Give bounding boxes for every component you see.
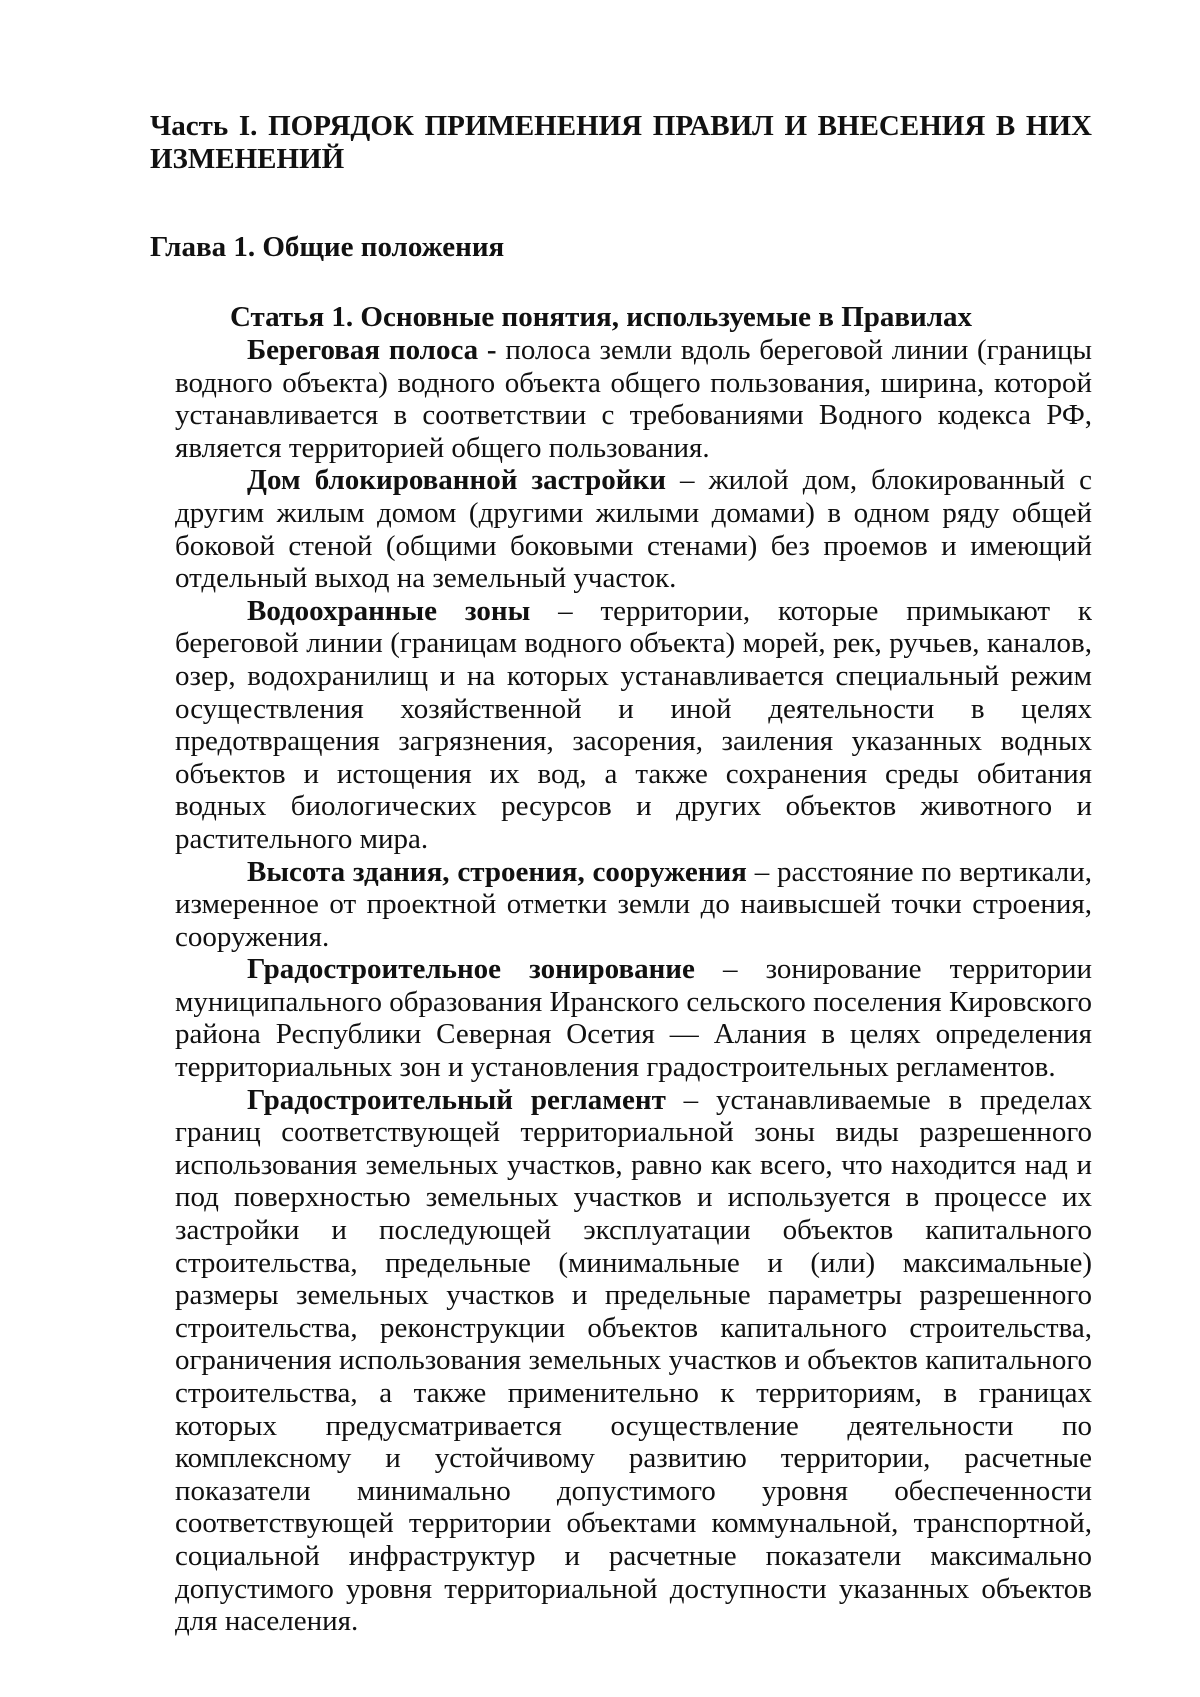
definition-paragraph xyxy=(175,595,1092,856)
definition-term: Высота здания, строения, сооружения xyxy=(247,855,747,888)
definition-text: полоса земли вдоль береговой линии (границы водного объекта) водного объекта общего пользования, ширина, которой устанавливается в соответствии с требованиями Водного кодекса РФ, является территорией общего пользования. xyxy=(175,334,1092,464)
definition-text: – зонирование территории муниципального образования Иранского сельского поселения Кировского района Республики Северная Осетия — Алания в целях определения территориальных зон и установления градостроительных регламентов. xyxy=(175,953,1092,1084)
definition-term: Дом блокированной застройки xyxy=(247,464,666,497)
definition-paragraph xyxy=(175,953,1092,1083)
article-title: Статья 1. Основные понятия, используемые в Правилах xyxy=(230,301,973,333)
definition-term: Береговая полоса - xyxy=(247,334,497,366)
definition-paragraph xyxy=(175,856,1092,954)
chapter-title: Глава 1. Общие положения xyxy=(150,231,505,263)
definitions-list xyxy=(175,334,1092,1638)
definition-text: – жилой дом, блокированный с другим жилым домом (другими жилыми домами) в одном ряду общей боковой стеной (общими боковыми стенами) без проемов и имеющий отдельный выход на земельный участок. xyxy=(175,464,1092,595)
definition-paragraph xyxy=(175,1084,1092,1638)
definition-term: Градостроительное зонирование xyxy=(247,953,695,986)
definition-paragraph xyxy=(175,334,1092,464)
definition-text: – устанавливаемые в пределах границ соответствующей территориальной зоны виды разрешенного использования земельных участков, равно как всего, что находится над и под поверхностью земельных участков и используется в процессе их застройки и последующей эксплуатации объектов капитального строительства, предельные (минимальные и (или) максимальные) размеры земельных участков и предельные параметры разрешенного строительства, реконструкции объектов капитального строительства, ограничения использования земельных участков и объектов капитального строительства, а также применительно к территориям, в границах которых предусматривается осуществление деятельности по комплексному и устойчивому развитию территории, расчетные показатели минимально допустимого уровня обеспеченности соответствующей территории объектами коммунальной, транспортной, социальной инфраструктур и расчетные показатели максимально допустимого уровня территориальной доступности указанных объектов для населения. xyxy=(175,1083,1092,1638)
definition-text: – расстояние по вертикали, измеренное от проектной отметки земли до наивысшей точки строения, сооружения. xyxy=(175,855,1092,953)
part-title: Часть I. ПОРЯДОК ПРИМЕНЕНИЯ ПРАВИЛ И ВНЕСЕНИЯ В НИХ ИЗМЕНЕНИЙ xyxy=(150,110,1092,175)
definition-term: Водоохранные зоны xyxy=(247,594,531,627)
definition-text: – территории, которые примыкают к береговой линии (границам водного объекта) морей, рек, ручьев, каналов, озер, водохранилищ и на которых устанавливается специальный режим осуществления хозяйственной и иной деятельности в целях предотвращения загрязнения, засорения, заиления указанных водных объектов и истощения их вод, а также сохранения среды обитания водных биологических ресурсов и других объектов животного и растительного мира. xyxy=(175,594,1092,855)
definition-term: Градостроительный регламент xyxy=(247,1083,666,1116)
definition-paragraph xyxy=(175,464,1092,594)
